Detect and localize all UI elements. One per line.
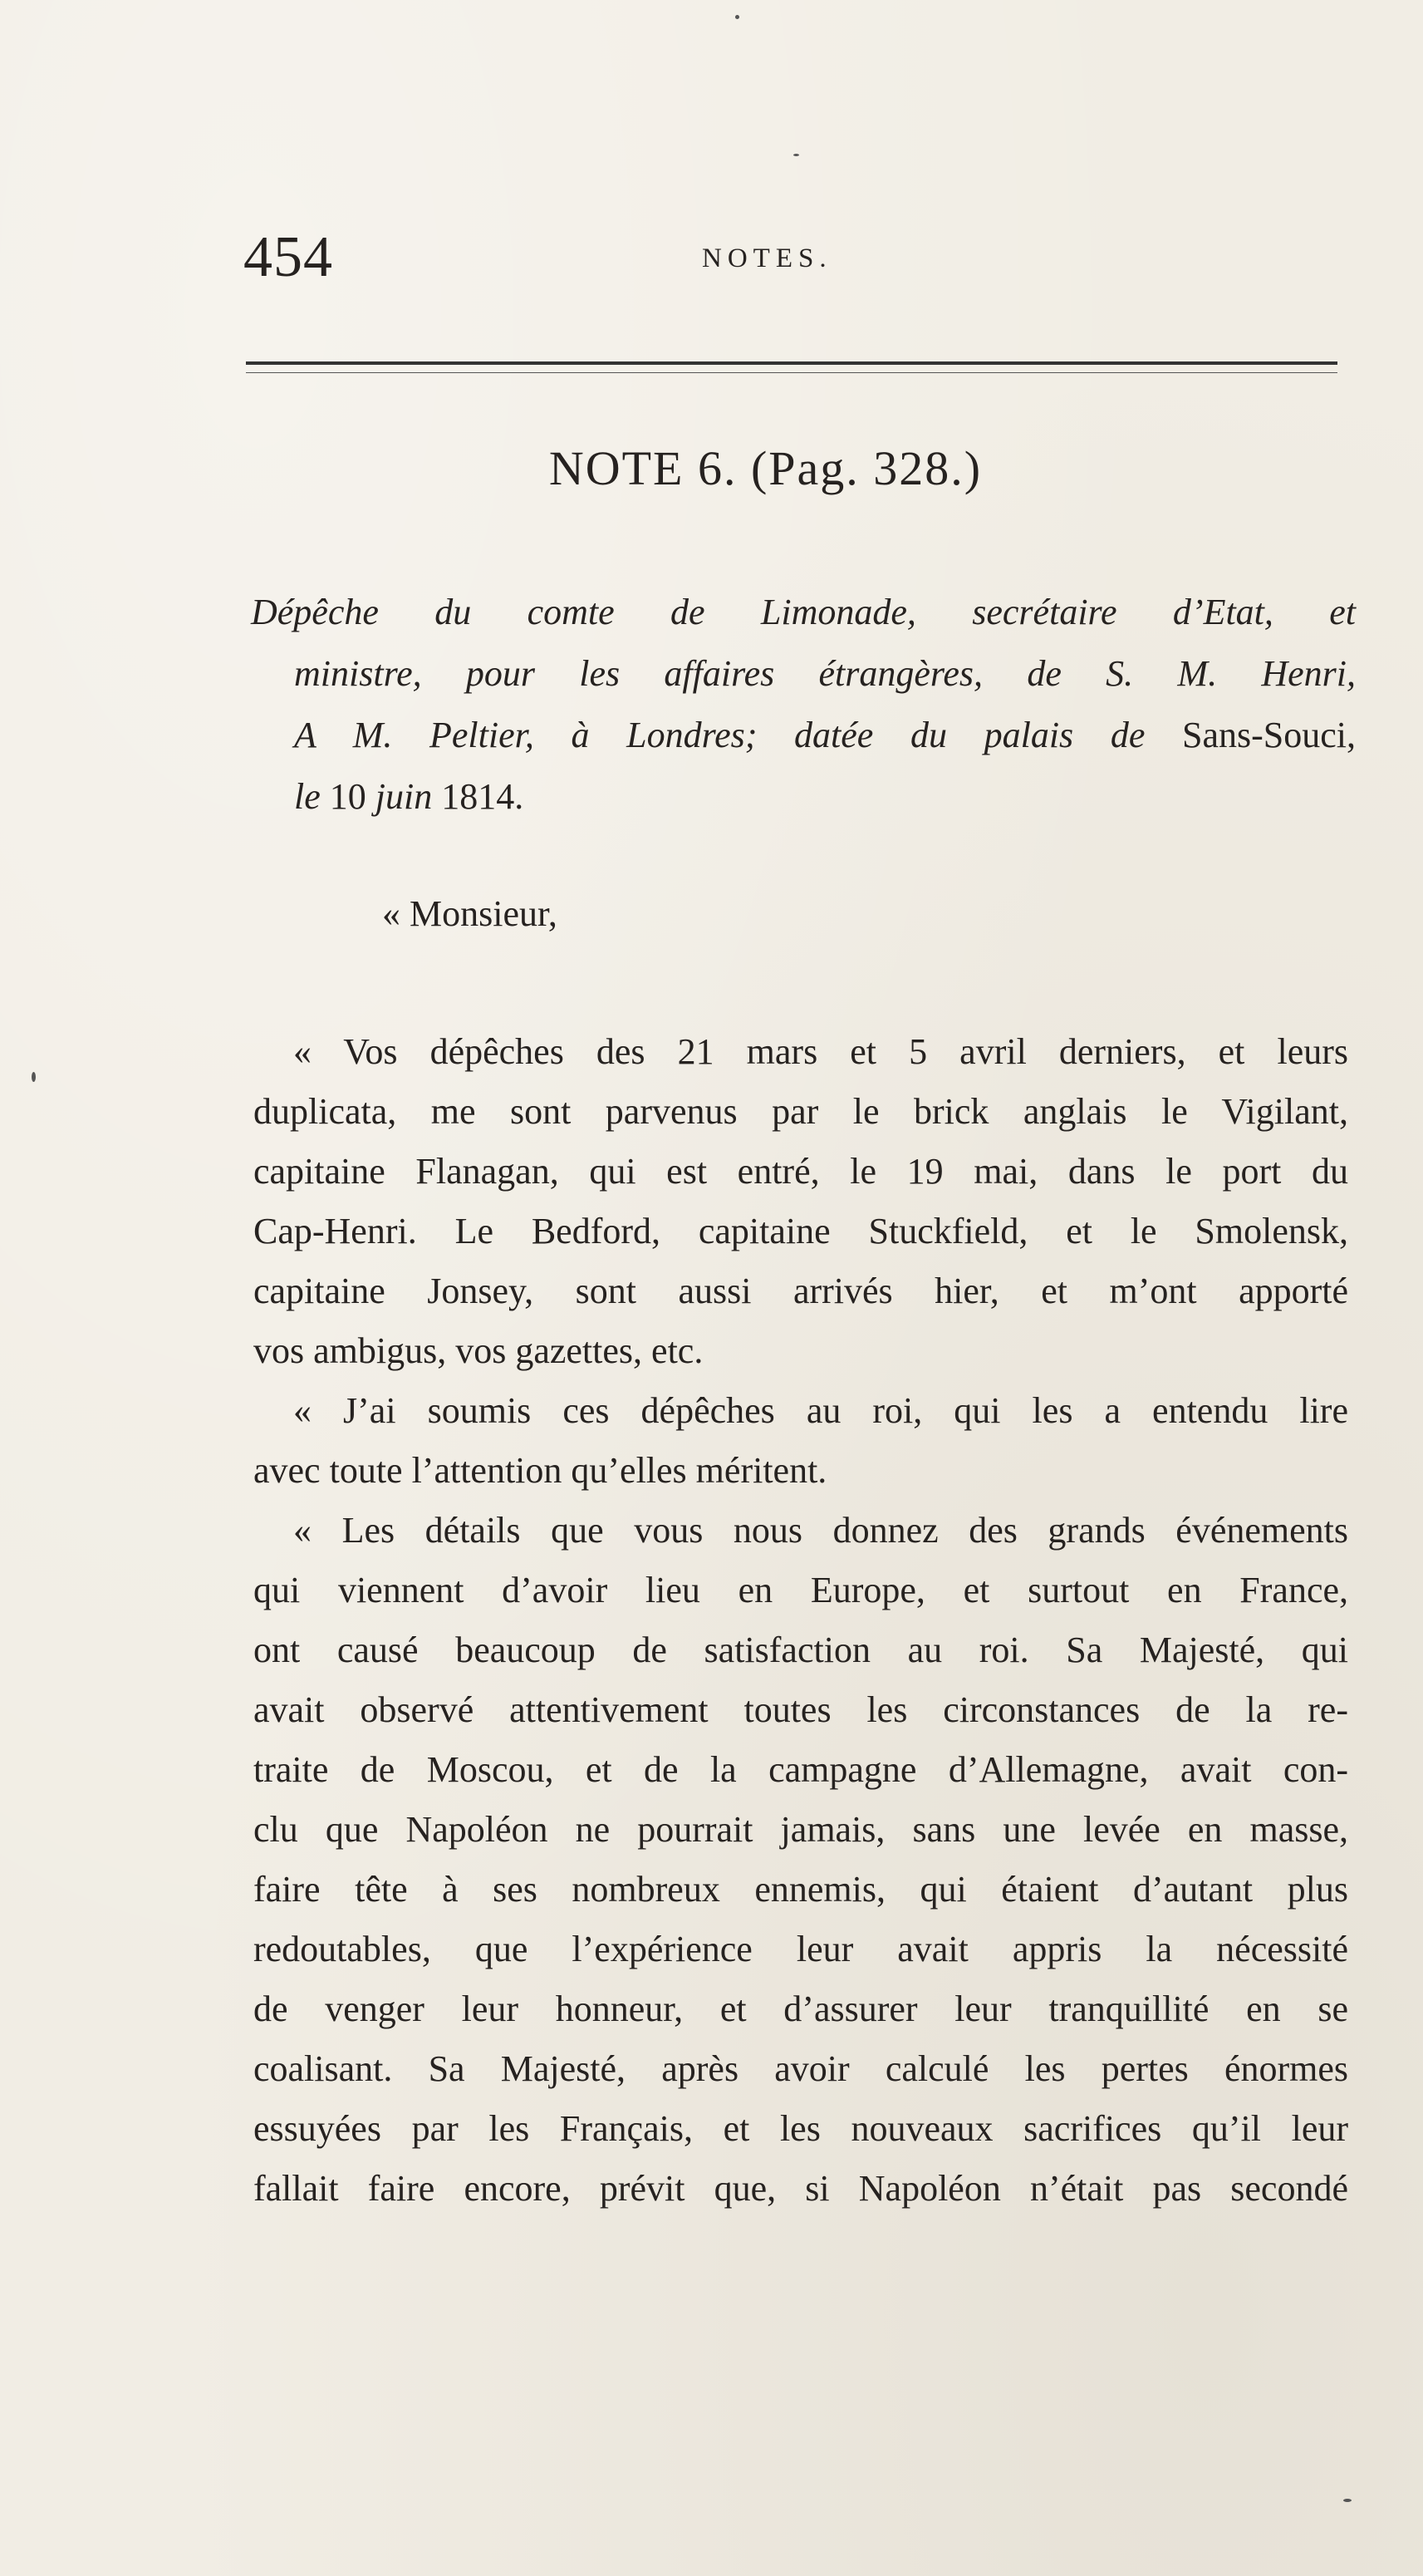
ink-fleck — [793, 154, 799, 156]
dispatch-title — [251, 582, 1356, 828]
header-rule — [246, 361, 1337, 373]
page-number: 454 — [243, 225, 333, 289]
body-line: avec toute l’attention qu’elles méritent. — [253, 1450, 827, 1491]
ink-fleck — [1343, 2499, 1352, 2502]
ink-fleck — [32, 1072, 36, 1082]
body-line: « Vos dépêches des 21 mars et 5 avril derniers, et leurs — [293, 1031, 1348, 1072]
body-line: coalisant. Sa Majesté, après avoir calculé les pertes énormes — [253, 2048, 1348, 2089]
title-line-1: Dépêche du comte de Limonade, secrétaire d’Etat, et — [251, 592, 1356, 632]
note-heading: NOTE 6. (Pag. 328.) — [548, 441, 983, 495]
salutation: « Monsieur, — [382, 893, 557, 934]
body-line: vos ambigus, vos gazettes, etc. — [253, 1330, 704, 1371]
body-line: capitaine Flanagan, qui est entré, le 19 mai, dans le port du — [253, 1151, 1348, 1192]
body-line: faire tête à ses nombreux ennemis, qui étaient d’autant plus — [253, 1869, 1348, 1910]
body-line: traite de Moscou, et de la campagne d’Allemagne, avait con- — [253, 1749, 1348, 1790]
body-line: « J’ai soumis ces dépêches au roi, qui les a entendu lire — [293, 1390, 1348, 1431]
body-line: Cap-Henri. Le Bedford, capitaine Stuckfield, et le Smolensk, — [253, 1211, 1348, 1251]
body-line: clu que Napoléon ne pourrait jamais, sans une levée en masse, — [253, 1809, 1348, 1850]
body-line: de venger leur honneur, et d’assurer leur tranquillité en se — [253, 1989, 1348, 2029]
body-line: « Les détails que vous nous donnez des grands événements — [293, 1510, 1348, 1551]
title-line-2: ministre, pour les affaires étrangères, de S. M. Henri, — [294, 653, 1356, 694]
running-head: NOTES. — [702, 243, 832, 273]
body-line: duplicata, me sont parvenus par le brick anglais le Vigilant, — [253, 1091, 1348, 1132]
body-line: fallait faire encore, prévit que, si Napoléon n’était pas secondé — [253, 2168, 1348, 2209]
body-line: qui viennent d’avoir lieu en Europe, et surtout en France, — [253, 1570, 1348, 1610]
body-line: redoutables, que l’expérience leur avait appris la nécessité — [253, 1929, 1348, 1969]
body-line: capitaine Jonsey, sont aussi arrivés hier, et m’ont apporté — [253, 1271, 1348, 1311]
body-line: avait observé attentivement toutes les circonstances de la re- — [253, 1689, 1348, 1730]
ink-fleck — [735, 15, 739, 19]
title-line-4: le 10 juin 1814. — [294, 776, 524, 817]
title-line-3: A M. Peltier, à Londres; datée du palais de Sans-Souci, — [294, 715, 1356, 755]
body-line: ont causé beaucoup de satisfaction au roi. Sa Majesté, qui — [253, 1630, 1348, 1670]
body-line: essuyées par les Français, et les nouveaux sacrifices qu’il leur — [253, 2108, 1348, 2149]
letter-body — [253, 1022, 1348, 2219]
